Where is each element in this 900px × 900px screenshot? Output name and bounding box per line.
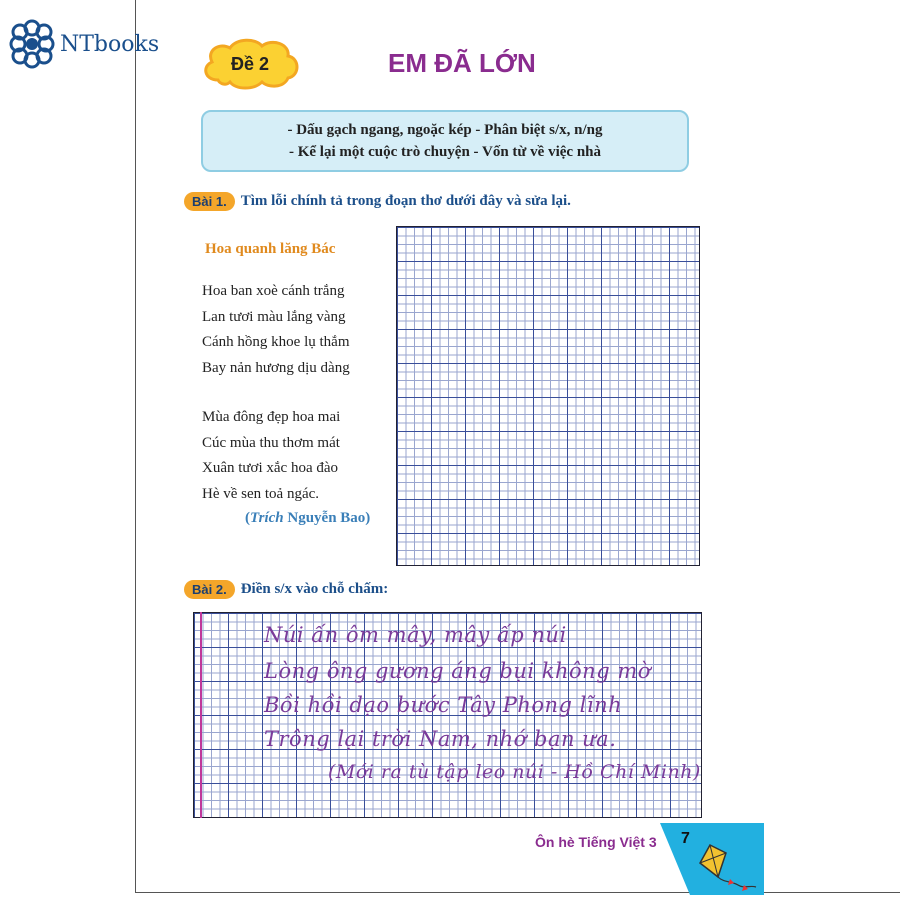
margin-line [200,612,202,818]
objectives-box [201,110,689,172]
objective-line: - Kể lại một cuộc trò chuyện - Vốn từ về việc nhà [288,144,602,160]
page-border [135,0,136,892]
poem-line: Hè về sen toả ngác. [202,485,320,502]
poem-line: Bay nản hương dịu dàng [202,359,350,376]
footer-book-title: Ôn hè Tiếng Việt 3 [535,834,657,850]
exercise-1-badge: Bài 1. [184,192,235,211]
source-author: Nguyễn Bao) [283,510,371,526]
lesson-badge [198,36,302,92]
exercise-1-instruction: Tìm lỗi chính tả trong đoạn thơ dưới đây và sửa lại. [240,193,571,209]
poem-body [202,279,350,507]
exercise-2-instruction: Điền s/x vào chỗ chấm: [240,581,389,597]
exercise-2-badge: Bài 2. [184,580,235,599]
exercise-2-heading [184,580,388,599]
footer-tab [660,823,764,895]
page-border-bottom [135,892,900,893]
cursive-line: Lòng ông gương áng bụi không mờ [264,659,651,683]
cursive-line: (Mới ra tù tập leo núi - Hồ Chí Minh) [328,761,701,783]
poem-source: (Trích Nguyễn Bao) [245,510,371,526]
logo-knot-icon [6,18,58,70]
cursive-line: Bồi hồi dạo bước Tây Phong lĩnh [264,693,623,717]
poem-line: Xuân tươi xắc hoa đào [202,460,339,476]
poem-line: Mùa đông đẹp hoa mai [202,409,341,425]
poem-line: Cánh hồng khoe lụ thắm [202,334,350,350]
brand-logo [6,18,159,70]
page-number: 7 [681,830,690,847]
cursive-line: Trông lại trời Nam, nhớ bạn ưa. [264,727,617,751]
stanza-gap [202,381,350,405]
page-title: EM ĐÃ LỚN [388,48,536,78]
poem-title: Hoa quanh lăng Bác [205,241,336,257]
exercise-1-heading [184,192,571,211]
poem-line: Lan tươi màu lắng vàng [202,308,346,325]
objective-line: - Dấu gạch ngang, ngoặc kép - Phân biệt s/x, n/ng [287,122,603,138]
cursive-line: Núi ấn ôm mây, mây ấp núi [264,623,567,647]
lesson-badge-label: Đề 2 [230,53,270,74]
writing-grid-1[interactable] [396,226,700,566]
logo-text: NTbooks [60,31,160,57]
poem-line: Hoa ban xoè cánh trắng [202,283,345,299]
source-prefix: Trích [250,510,284,526]
poem-line: Cúc mùa thu thơm mát [202,434,340,451]
